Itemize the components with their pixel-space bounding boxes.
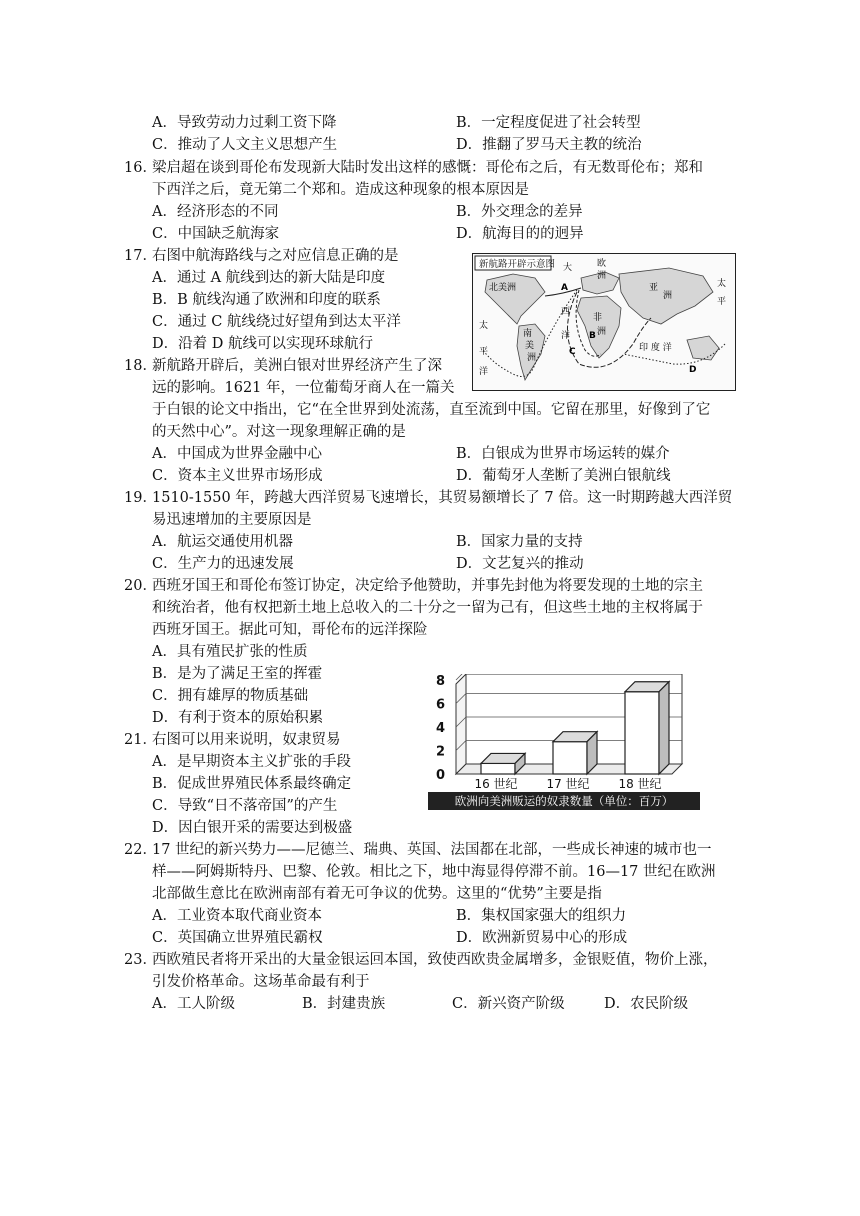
q22-option-b: B．集权国家强大的组织力 xyxy=(456,908,627,924)
map-label-ping-left: 平 xyxy=(479,347,489,357)
q15-option-c: C．推动了人文主义思想产生 xyxy=(152,137,338,153)
q20-option-b: B．是为了满足王室的挥霍 xyxy=(152,666,323,682)
q18-option-d: D．葡萄牙人垄断了美洲白银航线 xyxy=(456,468,671,484)
q18-option-b: B．白银成为世界市场运转的媒介 xyxy=(456,446,670,462)
chart-y-tick-label: 4 xyxy=(436,721,446,736)
q19-number: 19． xyxy=(124,490,157,506)
q22-stem-line3: 北部做生意比在欧洲南部有着无可争议的优势。这里的“优势”主要是指 xyxy=(152,886,602,902)
q16-option-c: C．中国缺乏航海家 xyxy=(152,226,280,242)
q20-option-d: D．有利于资本的原始积累 xyxy=(152,710,324,726)
australia-shape xyxy=(687,336,719,360)
chart-y-tick-label: 2 xyxy=(436,744,446,760)
q17-stem: 右图中航海路线与之对应信息正确的是 xyxy=(152,248,399,264)
q22-stem-line1: 17 世纪的新兴势力——尼德兰、瑞典、英国、法国都在北部，一些成长神速的城市也一 xyxy=(152,842,712,858)
map-route-c-label: C xyxy=(569,347,576,357)
chart-x-tick-label: 16 世纪 xyxy=(474,777,518,791)
new-route-map xyxy=(472,253,736,391)
q19-stem-line1: 1510-1550 年，跨越大西洋贸易飞速增长，其贸易额增长了 7 倍。这一时期跨越大西洋贸 xyxy=(152,490,733,506)
map-route-d-label: D xyxy=(689,365,697,375)
q19-option-c: C．生产力的迅速发展 xyxy=(152,556,294,572)
chart-x-tick-label: 18 世纪 xyxy=(618,777,662,791)
map-label-yang: 洋 xyxy=(561,331,571,341)
q21-option-c: C．导致“日不落帝国”的产生 xyxy=(152,798,338,814)
q17-option-d: D．沿着 D 航线可以实现环球航行 xyxy=(152,336,373,352)
q16-option-a: A．经济形态的不同 xyxy=(152,204,279,220)
map-label-south-america-1: 南 xyxy=(523,329,533,339)
q15-option-d: D．推翻了罗马天主教的统治 xyxy=(456,137,642,153)
map-label-asia-1: 亚 xyxy=(649,283,659,293)
chart-bar xyxy=(481,763,515,774)
q19-option-b: B．国家力量的支持 xyxy=(456,534,583,550)
q23-stem-line2: 引发价格革命。这场革命最有利于 xyxy=(152,974,370,990)
q18-option-a: A．中国成为世界金融中心 xyxy=(152,446,322,462)
q23-number: 23． xyxy=(124,952,157,968)
q17-option-b: B．B 航线沟通了欧洲和印度的联系 xyxy=(152,292,381,308)
q21-option-b: B．促成世界殖民体系最终确定 xyxy=(152,776,352,792)
map-label-south-america-2: 美 xyxy=(525,341,535,351)
q21-stem: 右图可以用来说明，奴隶贸易 xyxy=(152,732,341,748)
q15-option-b: B．一定程度促进了社会转型 xyxy=(456,115,641,131)
q20-stem-line3: 西班牙国王。据此可知，哥伦布的远洋探险 xyxy=(152,622,428,638)
map-route-b-label: B xyxy=(589,331,596,341)
q23-stem-line1: 西欧殖民者将开采出的大量金银运回本国，致使西欧贵金属增多，金银贬值，物价上涨， xyxy=(152,952,718,968)
chart-y-tick-label: 8 xyxy=(436,674,446,689)
q18-number: 18． xyxy=(124,358,157,374)
q17-number: 17． xyxy=(124,248,157,264)
q23-option-c: C．新兴资产阶级 xyxy=(452,996,565,1012)
map-label-tai-left: 太 xyxy=(479,321,489,331)
q22-option-c: C．英国确立世界殖民霸权 xyxy=(152,930,323,946)
chart-side-wall xyxy=(456,674,466,774)
map-label-africa-2: 洲 xyxy=(597,327,607,337)
q23-option-d: D．农民阶级 xyxy=(604,996,689,1012)
q23-option-b: B．封建贵族 xyxy=(302,996,386,1012)
chart-bar xyxy=(553,742,587,774)
north-america-shape xyxy=(485,274,545,324)
map-label-yang-left: 洋 xyxy=(479,367,489,377)
q18-stem-line2: 远的影响。1621 年，一位葡萄牙商人在一篇关 xyxy=(152,380,455,396)
q20-number: 20． xyxy=(124,578,157,594)
q15-option-a: A．导致劳动力过剩工资下降 xyxy=(152,115,337,131)
q20-stem-line2: 和统治者，他有权把新土地上总收入的二十分之一留为己有，但这些土地的主权将属于 xyxy=(152,600,703,616)
chart-y-tick-label: 6 xyxy=(436,697,446,713)
q16-option-d: D．航海目的的迥异 xyxy=(456,226,584,242)
map-title: 新航路开辟示意图 xyxy=(479,259,556,270)
map-route-a-label: A xyxy=(561,283,568,293)
q23-option-a: A．工人阶级 xyxy=(152,996,235,1012)
chart-y-tick-label: 0 xyxy=(436,768,446,783)
q20-stem-line1: 西班牙国王和哥伦布签订协定，决定给予他赞助，并事先封他为将要发现的土地的宗主 xyxy=(152,578,703,594)
map-label-africa-1: 非 xyxy=(593,313,603,323)
chart-bar-side xyxy=(659,682,669,774)
q21-option-d: D．因白银开采的需要达到极盛 xyxy=(152,820,353,836)
map-label-indian-ocean: 印 度 洋 xyxy=(639,343,672,353)
q21-option-a: A．是早期资本主义扩张的手段 xyxy=(152,754,351,770)
map-label-da: 大 xyxy=(563,263,573,273)
q19-stem-line2: 易迅速增加的主要原因是 xyxy=(152,512,312,528)
q20-option-c: C．拥有雄厚的物质基础 xyxy=(152,688,309,704)
q19-option-d: D．文艺复兴的推动 xyxy=(456,556,584,572)
q18-stem-line3: 于白银的论文中指出，它“在全世界到处流荡，直至流到中国。它留在那里，好像到了它 xyxy=(152,402,711,418)
chart-x-tick-label: 17 世纪 xyxy=(546,777,590,791)
q16-option-b: B．外交理念的差异 xyxy=(456,204,583,220)
map-label-north-america: 北美洲 xyxy=(489,283,517,293)
q16-stem-line1: 梁启超在谈到哥伦布发现新大陆时发出这样的感慨：哥伦布之后，有无数哥伦布；郑和 xyxy=(152,160,703,176)
map-label-tai-right: 太 xyxy=(717,279,727,289)
q21-number: 21． xyxy=(124,732,157,748)
map-label-asia-2: 洲 xyxy=(663,291,673,301)
q22-stem-line2: 样——阿姆斯特丹、巴黎、伦敦。相比之下，地中海显得停滞不前。16—17 世纪在欧洲 xyxy=(152,864,716,880)
map-label-europe-2: 洲 xyxy=(597,271,607,281)
q22-option-a: A．工业资本取代商业资本 xyxy=(152,908,322,924)
q18-option-c: C．资本主义世界市场形成 xyxy=(152,468,323,484)
q17-option-c: C．通过 C 航线绕过好望角到达太平洋 xyxy=(152,314,401,330)
map-label-ping-right: 平 xyxy=(717,297,727,307)
new-route-map-svg xyxy=(473,254,735,390)
q18-stem-line4: 的天然中心”。对这一现象理解正确的是 xyxy=(152,424,406,440)
q20-option-a: A．具有殖民扩张的性质 xyxy=(152,644,308,660)
map-label-xi: 西 xyxy=(561,307,571,317)
q19-option-a: A．航运交通使用机器 xyxy=(152,534,293,550)
map-label-europe-1: 欧 xyxy=(597,259,607,269)
chart-bar xyxy=(625,692,659,774)
slave-trade-chart-caption: 欧洲向美洲贩运的奴隶数量（单位：百万） xyxy=(428,792,700,810)
q22-number: 22． xyxy=(124,842,157,858)
q16-number: 16． xyxy=(124,160,157,176)
q16-stem-line2: 下西洋之后，竟无第二个郑和。造成这种现象的根本原因是 xyxy=(152,182,529,198)
q22-option-d: D．欧洲新贸易中心的形成 xyxy=(456,930,628,946)
map-label-south-america-3: 洲 xyxy=(527,353,537,363)
q18-stem-line1: 新航路开辟后，美洲白银对世界经济产生了深 xyxy=(152,358,442,374)
q17-option-a: A．通过 A 航线到达的新大陆是印度 xyxy=(152,270,386,286)
